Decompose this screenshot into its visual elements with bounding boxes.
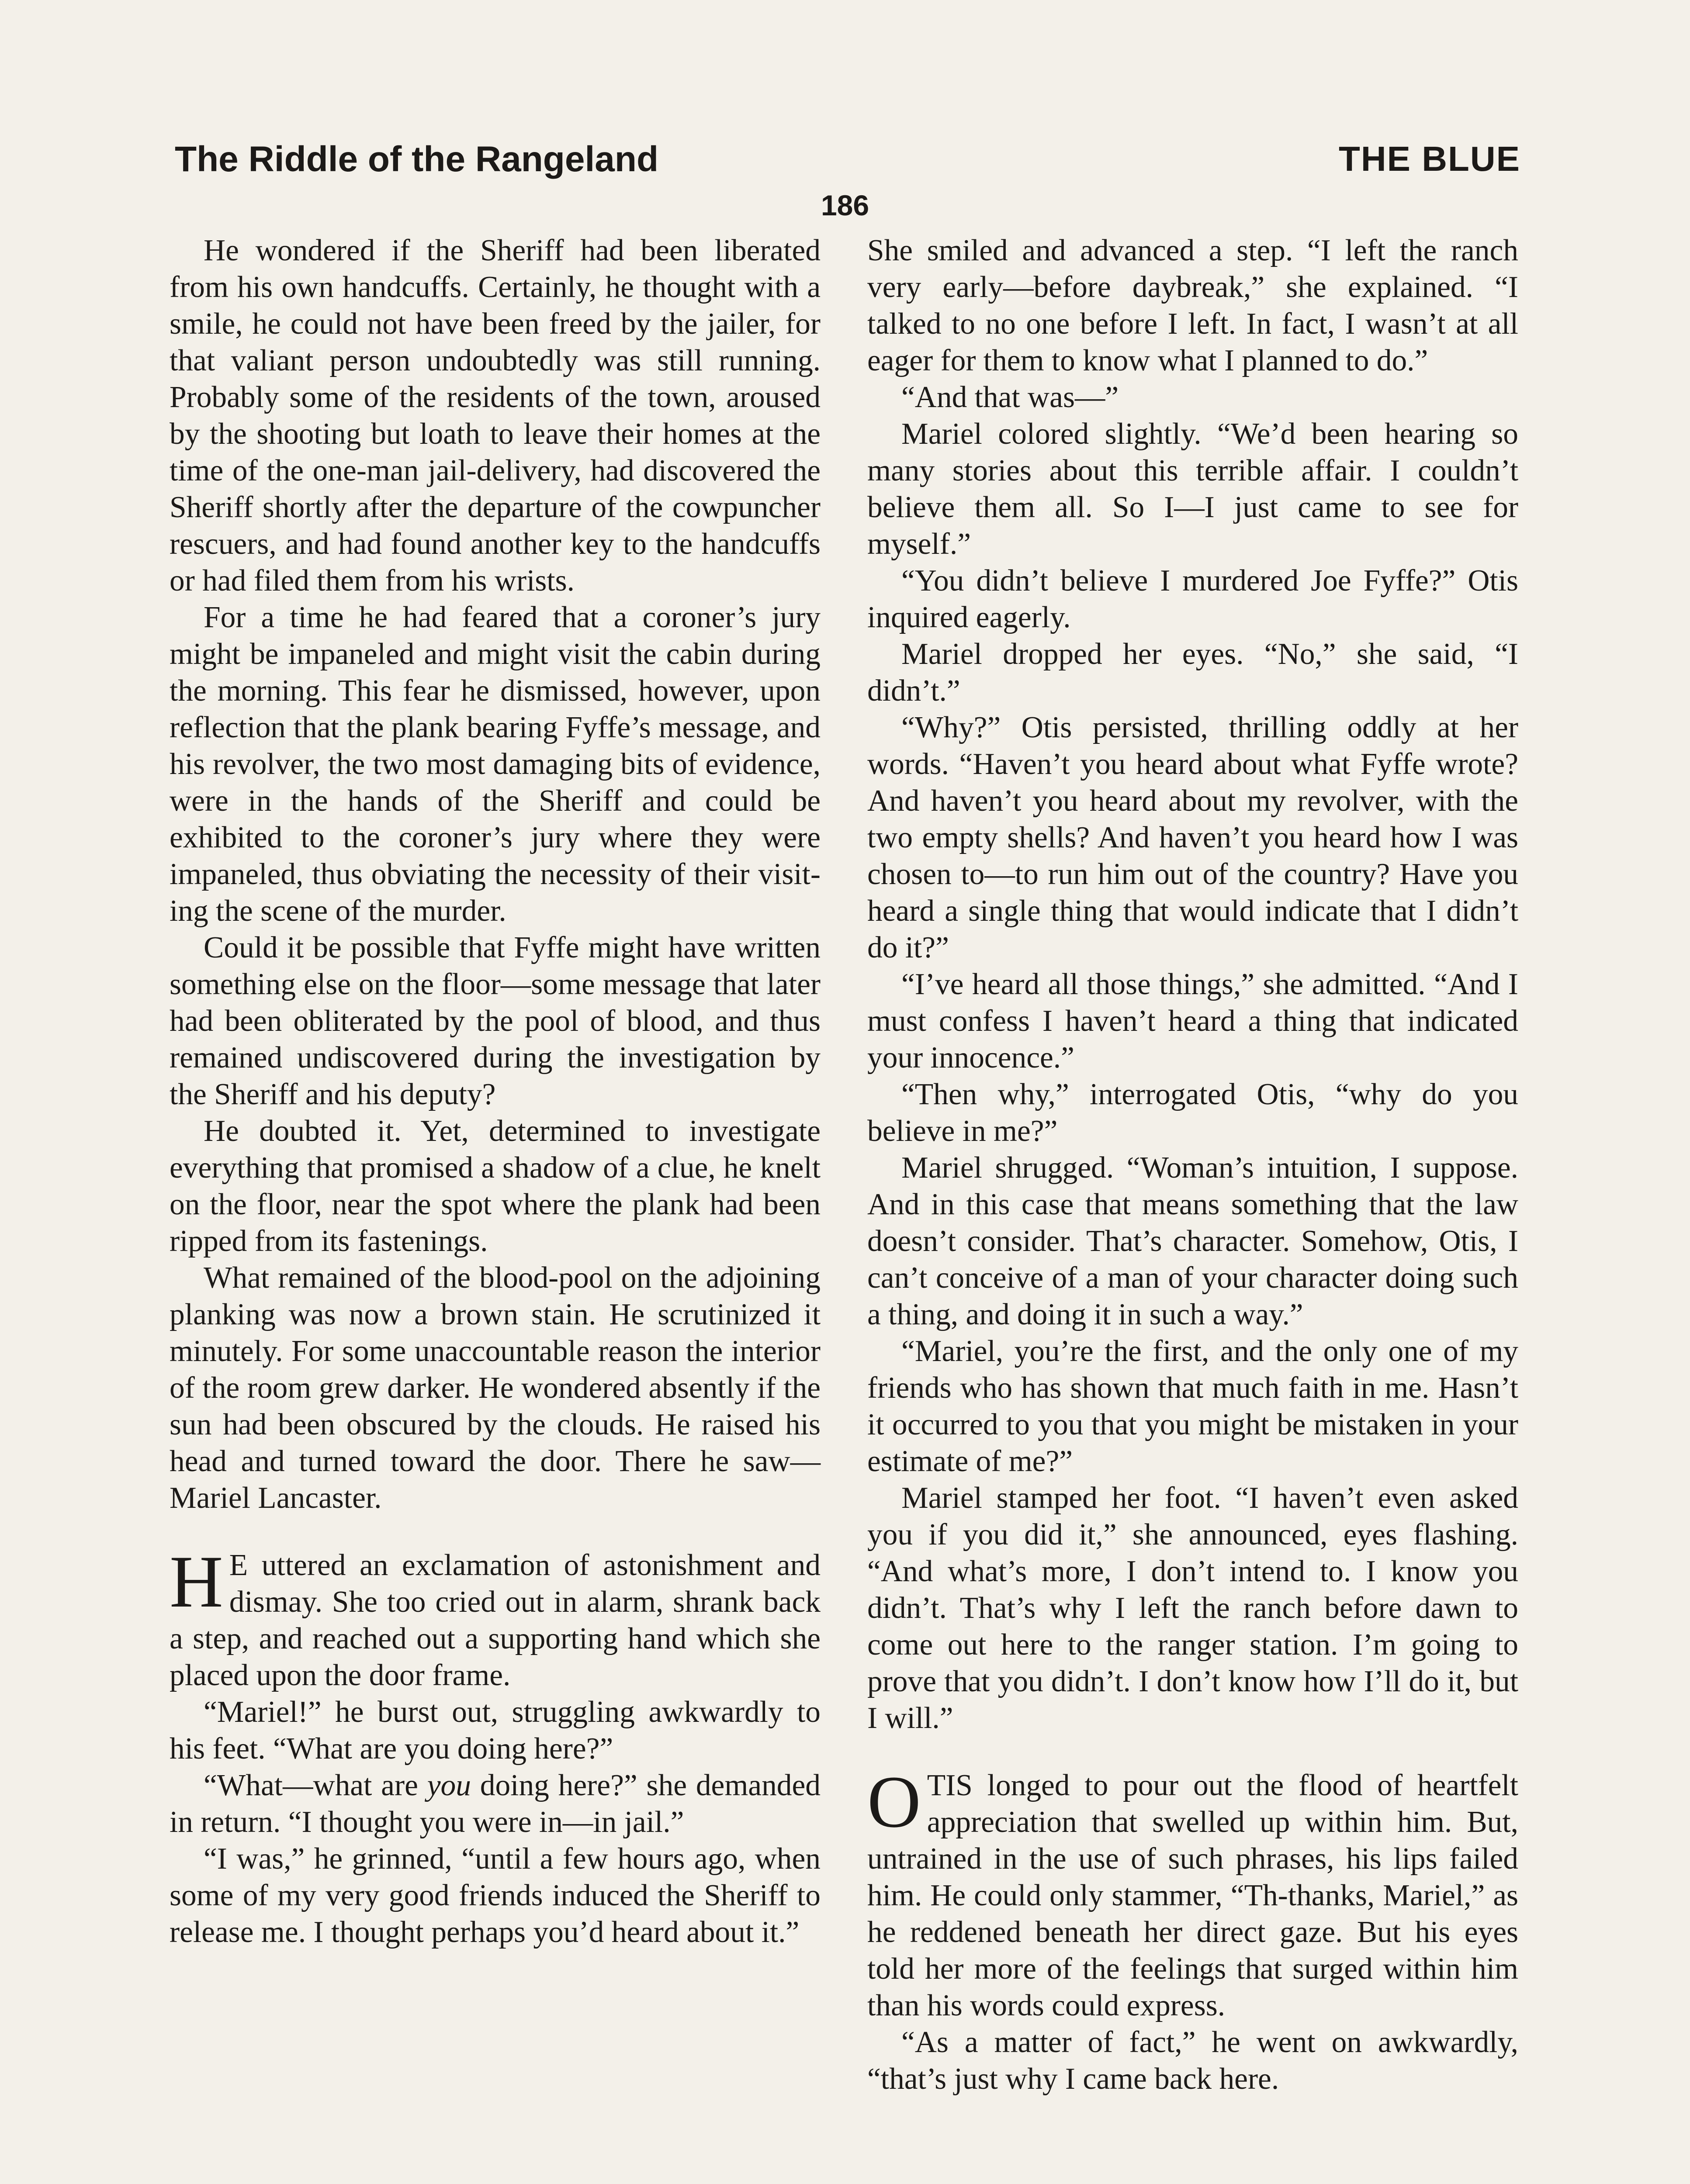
- paragraph: He wondered if the Sheriff had been liberated from his own handcuffs. Certainly, he thought with a smile, he could not have been freed by the jailer, for that valiant person undoubtedly was still running. Probably some of the residents of the town, aroused by the shooting but loath to leave their homes at the time of the one-man jail-delivery, had discovered the Sheriff shortly after the departure of the cowpuncher rescuers, and had found another key to the handcuffs or had filed them from his wrists.: [170, 234, 821, 598]
- paragraph: For a time he had feared that a coroner’s jury might be impaneled and might visit the cabin during the morning. This fear he dismissed, however, upon reflection that the plank bearing Fyffe’s message, and his revolver, the two most damaging bits of evidence, were in the hands of the Sheriff and could be exhibited to the coroner’s jury where they were impaneled, thus obviating the necessity of their visiting the scene of the murder.: [170, 601, 821, 928]
- drop-cap: O: [867, 1761, 921, 1843]
- paragraph-text: “What—what are: [204, 1769, 427, 1802]
- paragraph: Mariel dropped her eyes. “No,” she said, “I didn’t.”: [867, 637, 1518, 708]
- paragraph: She smiled and advanced a step. “I left the ranch very early—before daybreak,” she explained. “I talked to no one before I left. In fact, I wasn’t at all eager for them to know what I planned to do.”: [867, 234, 1518, 377]
- left-column: [170, 232, 821, 1951]
- paragraph: “I’ve heard all those things,” she admitted. “And I must confess I haven’t heard a thing that indicated your innocence.”: [867, 968, 1518, 1075]
- paragraph-text: doing here?” she demanded in return. “I thought you were in—in jail.”: [170, 1769, 821, 1839]
- paragraph-text: TIS longed to pour out the flood of heartfelt appreciation that swelled up within him. But, untrained in the use of such phrases, his lips failed him. He could only stammer, “Th-thanks, Mariel,” as he reddened beneath her direct gaze. But his eyes told her more of the feelings that surged within him than his words could express.: [867, 1769, 1518, 2022]
- right-column: [867, 232, 1518, 2098]
- running-title: The Riddle of the Rangeland: [175, 139, 659, 179]
- paragraph: “I was,” he grinned, “until a few hours ago, when some of my very good friends induced the Sheriff to release me. I thought perhaps you’d heard about it.”: [170, 1842, 821, 1949]
- paragraph: “Mariel, you’re the first, and the only one of my friends who has shown that much faith in me. Hasn’t it occurred to you that you might be mistaken in your estimate of me?”: [867, 1334, 1518, 1478]
- paragraph: “Why?” Otis persisted, thrilling oddly at her words. “Haven’t you heard about what Fyffe wrote? And haven’t you heard about my revolver, with the two empty shells? And haven’t you heard how I was chosen to—to run him out of the country? Have you heard a single thing that would indicate that I didn’t do it?”: [867, 711, 1518, 964]
- paragraph: What remained of the blood-pool on the adjoining planking was now a brown stain. He scrutinized it minutely. For some unaccountable reason the interior of the room grew darker. He wondered absently if the sun had been obscured by the clouds. He raised his head and turned toward the door. There he saw—Mariel Lancaster.: [170, 1261, 821, 1515]
- drop-cap: H: [170, 1541, 223, 1623]
- paragraph: “As a matter of fact,” he went on awkwardly, “that’s just why I came back here.: [867, 2025, 1518, 2096]
- paragraph: [170, 1767, 821, 1841]
- paragraph-text: E uttered an exclamation of astonishment and dismay. She too cried out in alarm, shrank back a step, and reached out a supporting hand which she placed upon the door frame.: [170, 1548, 821, 1692]
- paragraph: “Mariel!” he burst out, struggling awkwardly to his feet. “What are you doing here?”: [170, 1695, 821, 1766]
- paragraph: Mariel shrugged. “Woman’s intuition, I suppose. And in this case that means something that the law doesn’t consider. That’s character. Somehow, Otis, I can’t conceive of a man of your character doing such a thing, and doing it in such a way.”: [867, 1151, 1518, 1331]
- page-number: 186: [821, 189, 869, 221]
- section-start-paragraph: [170, 1541, 821, 1694]
- paragraph: Could it be possible that Fyffe might have written something else on the floor—some message that later had been obliterated by the pool of blood, and thus remained undiscovered during the investigation by the Sheriff and his deputy?: [170, 931, 821, 1111]
- paragraph: “And that was—”: [901, 380, 1119, 414]
- paragraph: He doubted it. Yet, determined to investigate everything that promised a shadow of a clue, he knelt on the floor, near the spot where the plank had been ripped from its fastenings.: [170, 1114, 821, 1258]
- paragraph: Mariel stamped her foot. “I haven’t even asked you if you did it,” she announced, eyes flashing. “And what’s more, I don’t intend to. I know you didn’t. That’s why I left the ranch before dawn to come out here to the ranger station. I’m going to prove that you didn’t. I don’t know how I’ll do it, but I will.”: [867, 1481, 1518, 1735]
- paragraph: “You didn’t believe I murdered Joe Fyffe?” Otis inquired eagerly.: [867, 564, 1518, 634]
- emphasis: you: [427, 1769, 471, 1802]
- magazine-name: THE BLUE: [1339, 139, 1520, 178]
- paragraph: Mariel colored slightly. “We’d been hearing so many stories about this terrible affair. I couldn’t believe them all. So I—I just came to see for myself.”: [867, 417, 1518, 561]
- paragraph: “Then why,” interrogated Otis, “why do you believe in me?”: [867, 1078, 1518, 1148]
- section-start-paragraph: [867, 1761, 1518, 2024]
